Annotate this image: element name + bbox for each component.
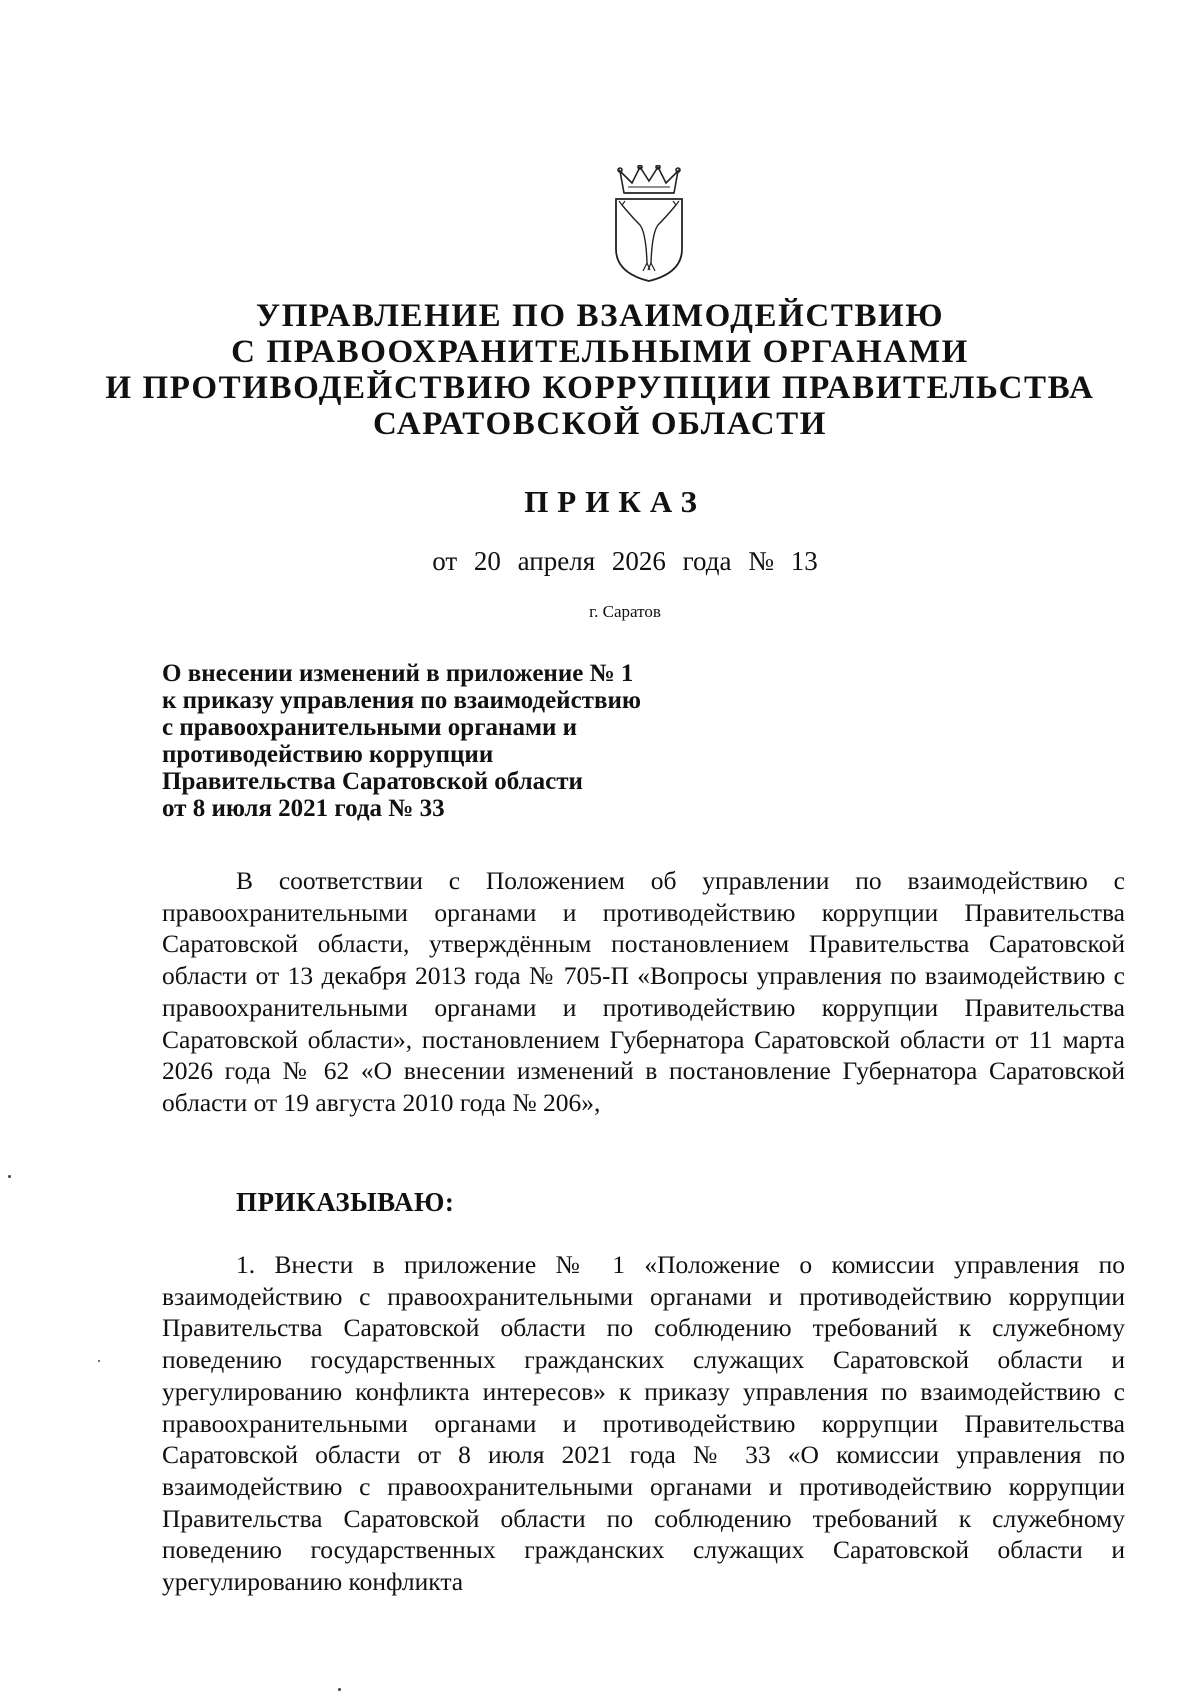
order-item: 1. Внести в приложение № 1 «Положение о комиссии управления по взаимодействию с правоохранительными органами и противодействию коррупции Правительства Саратовской области по соблюдению требований к служебному поведению государственных гражданских служащих Саратовской области и урегулированию конфликта интересов» к приказу управления по взаимодействию с правоохранительными органами и противодействию коррупции Правительства Саратовской области от 8 июля 2021 года № 33 «О комиссии управления по взаимодействию с правоохранительными органами и противодействию коррупции Правительства Саратовской области по соблюдению требований к служебному поведению государственных гражданских служащих Саратовской области и урегулированию конфликта: [162, 1250, 1125, 1597]
subject-line: к приказу управления по взаимодействию: [162, 687, 641, 714]
subject-line: от 8 июля 2021 года № 33: [162, 795, 445, 822]
subject-line: с правоохранительными органами и: [162, 714, 578, 741]
agency-name-line: УПРАВЛЕНИЕ ПО ВЗАИМОДЕЙСТВИЮ: [255, 298, 945, 334]
subject-line: Правительства Саратовской области: [162, 768, 583, 795]
document-city: г. Саратов: [589, 602, 661, 621]
preamble-paragraph: В соответствии с Положением об управлении по взаимодействию с правоохранительными органами и противодействию коррупции Правительства Саратовской области, утверждённым постановлением Правительства Саратовской области от 13 декабря 2013 года № 705-П «Вопросы управления по взаимодействию с правоохранительными органами и противодействию коррупции Правительства Саратовской области», постановлением Губернатора Саратовской области от 11 марта 2026 года № 62 «О внесении изменений в постановление Губернатора Саратовской области от 19 августа 2010 года № 206»,: [162, 866, 1125, 1117]
subject-line: противодействию коррупции: [162, 741, 494, 768]
agency-name: [100, 298, 1100, 442]
order-heading: ПРИКАЗЫВАЮ:: [236, 1187, 455, 1217]
document-subject: [162, 660, 782, 822]
agency-name-line: САРАТОВСКОЙ ОБЛАСТИ: [372, 406, 828, 442]
scan-speck: [8, 1175, 11, 1178]
document-date-number: от 20 апреля 2026 года № 13: [432, 546, 818, 576]
subject-line: О внесении изменений в приложение № 1: [162, 660, 634, 687]
scan-speck: [98, 1360, 100, 1362]
scan-speck: [338, 1688, 341, 1691]
agency-name-line: С ПРАВООХРАНИТЕЛЬНЫМИ ОРГАНАМИ: [231, 334, 969, 370]
agency-name-line: И ПРОТИВОДЕЙСТВИЮ КОРРУПЦИИ ПРАВИТЕЛЬСТВА: [105, 370, 1095, 406]
document-type: ПРИКАЗ: [524, 484, 706, 519]
coat-of-arms-icon: [610, 165, 688, 283]
